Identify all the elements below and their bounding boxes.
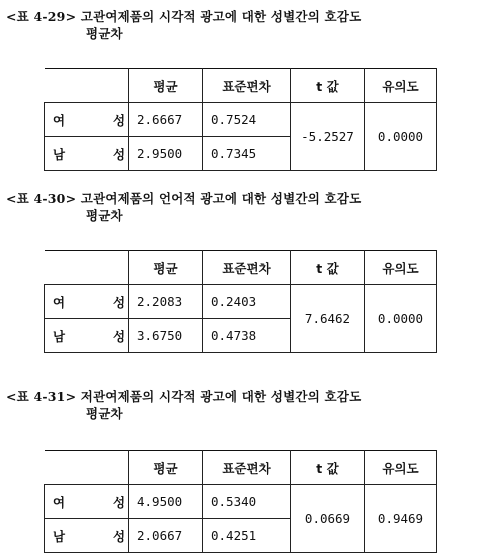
sd-value: 0.7524 [203,103,291,137]
table-caption-4-30 [6,190,476,224]
header-t: t 값 [291,251,365,285]
caption-line2: 평균차 [86,208,123,223]
caption-line1: <표 4-30> 고관여제품의 언어적 광고에 대한 성별간의 호감도 [6,191,362,206]
header-sd: 표준편차 [203,251,291,285]
row-label-char2: 성 [113,146,126,162]
t-value: 7.6462 [291,285,365,353]
row-label-char2: 성 [113,528,126,544]
row-label-char1: 여 [53,494,66,510]
mean-value: 2.9500 [129,137,203,171]
row-label-char1: 여 [53,112,66,128]
row-label-char2: 성 [113,328,126,344]
table-4-29 [44,68,437,171]
sd-value: 0.5340 [203,485,291,519]
header-row [45,251,437,285]
p-value: 0.9469 [365,485,437,553]
header-mean: 평균 [129,69,203,103]
header-p: 유의도 [365,251,437,285]
row-label-char2: 성 [113,494,126,510]
header-t: t 값 [291,451,365,485]
mean-value: 2.2083 [129,285,203,319]
mean-value: 4.9500 [129,485,203,519]
mean-value: 2.6667 [129,103,203,137]
header-sd: 표준편차 [203,451,291,485]
row-label-female [45,485,129,519]
table-row [45,485,437,519]
header-sd: 표준편차 [203,69,291,103]
blank-cell [45,69,129,103]
sd-value: 0.2403 [203,285,291,319]
row-label-male [45,519,129,553]
caption-line2: 평균차 [86,26,123,41]
header-row [45,69,437,103]
blank-cell [45,251,129,285]
p-value: 0.0000 [365,285,437,353]
table-4-31 [44,450,437,553]
sd-value: 0.7345 [203,137,291,171]
row-label-male [45,319,129,353]
row-label-char1: 남 [53,146,66,162]
header-row [45,451,437,485]
header-p: 유의도 [365,451,437,485]
t-value: -5.2527 [291,103,365,171]
table-row [45,285,437,319]
row-label-char1: 여 [53,294,66,310]
table-row [45,103,437,137]
sd-value: 0.4251 [203,519,291,553]
header-p: 유의도 [365,69,437,103]
mean-value: 2.0667 [129,519,203,553]
row-label-char1: 남 [53,328,66,344]
blank-cell [45,451,129,485]
table-caption-4-31 [6,388,476,422]
p-value: 0.0000 [365,103,437,171]
table-caption-4-29 [6,8,476,42]
row-label-female [45,285,129,319]
row-label-char2: 성 [113,294,126,310]
row-label-male [45,137,129,171]
mean-value: 3.6750 [129,319,203,353]
sd-value: 0.4738 [203,319,291,353]
header-mean: 평균 [129,451,203,485]
caption-line2: 평균차 [86,406,123,421]
caption-line1: <표 4-29> 고관여제품의 시각적 광고에 대한 성별간의 호감도 [6,9,362,24]
row-label-char2: 성 [113,112,126,128]
row-label-female [45,103,129,137]
t-value: 0.0669 [291,485,365,553]
table-4-30 [44,250,437,353]
caption-line1: <표 4-31> 저관여제품의 시각적 광고에 대한 성별간의 호감도 [6,389,362,404]
header-mean: 평균 [129,251,203,285]
row-label-char1: 남 [53,528,66,544]
header-t: t 값 [291,69,365,103]
